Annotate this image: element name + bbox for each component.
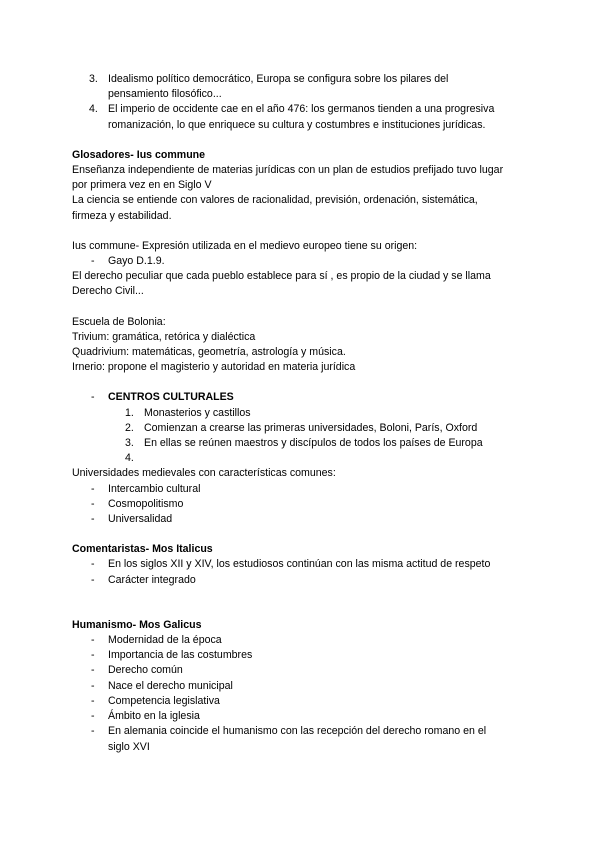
bullet-marker: -: [91, 725, 95, 738]
bullet-text: Ámbito en la iglesia: [108, 710, 200, 723]
bullet-item: [72, 648, 532, 663]
list-item-line: romanización, lo que enriquece su cultura y costumbres e instituciones jurídicas.: [108, 118, 486, 131]
bullet-marker: -: [91, 634, 95, 647]
bullet-item: [72, 557, 532, 572]
list-marker: 3.: [125, 437, 134, 450]
bullet-text: En los siglos XII y XIV, los estudiosos continúan con las misma actitud de respeto: [108, 558, 491, 571]
bullet-item: [72, 709, 532, 724]
list-item: [72, 436, 532, 451]
paragraph-line: Ius commune- Expresión utilizada en el medievo europeo tiene su origen:: [72, 239, 418, 252]
bullet-item: [72, 573, 532, 588]
list-item-line: pensamiento filosófico...: [108, 88, 222, 101]
bullet-text: Nace el derecho municipal: [108, 679, 233, 692]
bullet-marker: -: [91, 391, 95, 404]
bullet-item: [72, 694, 532, 709]
paragraph-line: El derecho peculiar que cada pueblo establece para sí , es propio de la ciudad y se llama: [72, 270, 491, 283]
bullet-item: [72, 482, 532, 497]
paragraph-line: por primera vez en en Siglo V: [72, 179, 212, 192]
paragraph-line: Trivium: gramática, retórica y dialéctica: [72, 330, 256, 343]
bullet-marker: -: [91, 497, 95, 510]
spacer: [72, 300, 532, 315]
bullet-marker: -: [91, 255, 95, 268]
paragraph-line: Universidades medievales con características comunes:: [72, 467, 336, 480]
spacer: [72, 375, 532, 390]
paragraph-line: Derecho Civil...: [72, 285, 144, 298]
spacer: [72, 224, 532, 239]
list-item-text: Monasterios y castillos: [144, 406, 251, 419]
list-marker: 2.: [125, 421, 134, 434]
bullet-marker: -: [91, 558, 95, 571]
bullet-text: Modernidad de la época: [108, 634, 222, 647]
bullet-item: [72, 633, 532, 648]
list-item-line: El imperio de occidente cae en el año 476: los germanos tienden a una progresiva: [108, 103, 495, 116]
bullet-text: Gayo D.1.9.: [108, 255, 165, 268]
spacer: [72, 588, 532, 618]
centros-culturales-title: CENTROS CULTURALES: [108, 391, 234, 404]
bullet-text: Importancia de las costumbres: [108, 649, 253, 662]
bullet-text-line: siglo XVI: [108, 740, 150, 753]
list-marker: 1.: [125, 406, 134, 419]
section-humanismo: [72, 618, 532, 755]
list-marker: 4.: [89, 103, 98, 116]
paragraph-line: Irnerio: propone el magisterio y autoridad en materia jurídica: [72, 361, 356, 374]
section-heading: Comentaristas- Mos Italicus: [72, 543, 213, 556]
bullet-item: [72, 679, 532, 694]
bullet-text: Universalidad: [108, 513, 173, 526]
bullet-marker: -: [91, 679, 95, 692]
spacer: [72, 527, 532, 542]
bullet-item: [72, 724, 532, 754]
bullet-text-line: En alemania coincide el humanismo con las recepción del derecho romano en el: [108, 725, 487, 738]
bullet-marker: -: [91, 694, 95, 707]
paragraph-line: La ciencia se entiende con valores de racionalidad, previsión, ordenación, sistemática,: [72, 194, 478, 207]
bullet-text: Derecho común: [108, 664, 183, 677]
list-item: [72, 406, 532, 421]
paragraph-line: Escuela de Bolonia:: [72, 315, 166, 328]
bullet-item: [72, 512, 532, 527]
bullet-item: [72, 497, 532, 512]
bullet-marker: -: [91, 664, 95, 677]
intro-numbered-list: [72, 72, 532, 133]
list-marker: 3.: [89, 73, 98, 85]
bullet-text: Competencia legislativa: [108, 694, 220, 707]
list-item: [72, 421, 532, 436]
bullet-item: [72, 663, 532, 678]
section-glosadores: [72, 148, 532, 527]
section-comentaristas: [72, 542, 532, 588]
paragraph-line: firmeza y estabilidad.: [72, 209, 172, 222]
paragraph-line: Quadrivium: matemáticas, geometría, astrología y música.: [72, 346, 346, 359]
list-item-line: Idealismo político democrático, Europa se configura sobre los pilares del: [108, 73, 449, 85]
bullet-marker: -: [91, 649, 95, 662]
spacer: [72, 133, 532, 148]
bullet-marker: -: [91, 710, 95, 723]
list-marker: 4.: [125, 452, 134, 465]
section-heading: Humanismo- Mos Galicus: [72, 618, 202, 631]
bullet-marker: -: [91, 573, 95, 586]
bullet-text: Cosmopolitismo: [108, 497, 184, 510]
bullet-text: Intercambio cultural: [108, 482, 201, 495]
list-item-text: En ellas se reúnen maestros y discípulos de todos los países de Europa: [144, 437, 483, 450]
document-page: [72, 72, 532, 755]
list-item: [72, 451, 532, 466]
list-item: [72, 102, 532, 132]
section-heading: Glosadores- Ius commune: [72, 148, 206, 161]
bullet-marker: -: [91, 513, 95, 526]
list-item-text: Comienzan a crearse las primeras universidades, Boloni, París, Oxford: [144, 421, 478, 434]
bullet-item: [72, 254, 532, 269]
list-item: [72, 72, 532, 102]
bullet-marker: -: [91, 482, 95, 495]
paragraph-line: Enseñanza independiente de materias jurídicas con un plan de estudios prefijado tuvo lugar: [72, 164, 504, 177]
centros-culturales-item: [72, 390, 532, 405]
bullet-text: Carácter integrado: [108, 573, 196, 586]
